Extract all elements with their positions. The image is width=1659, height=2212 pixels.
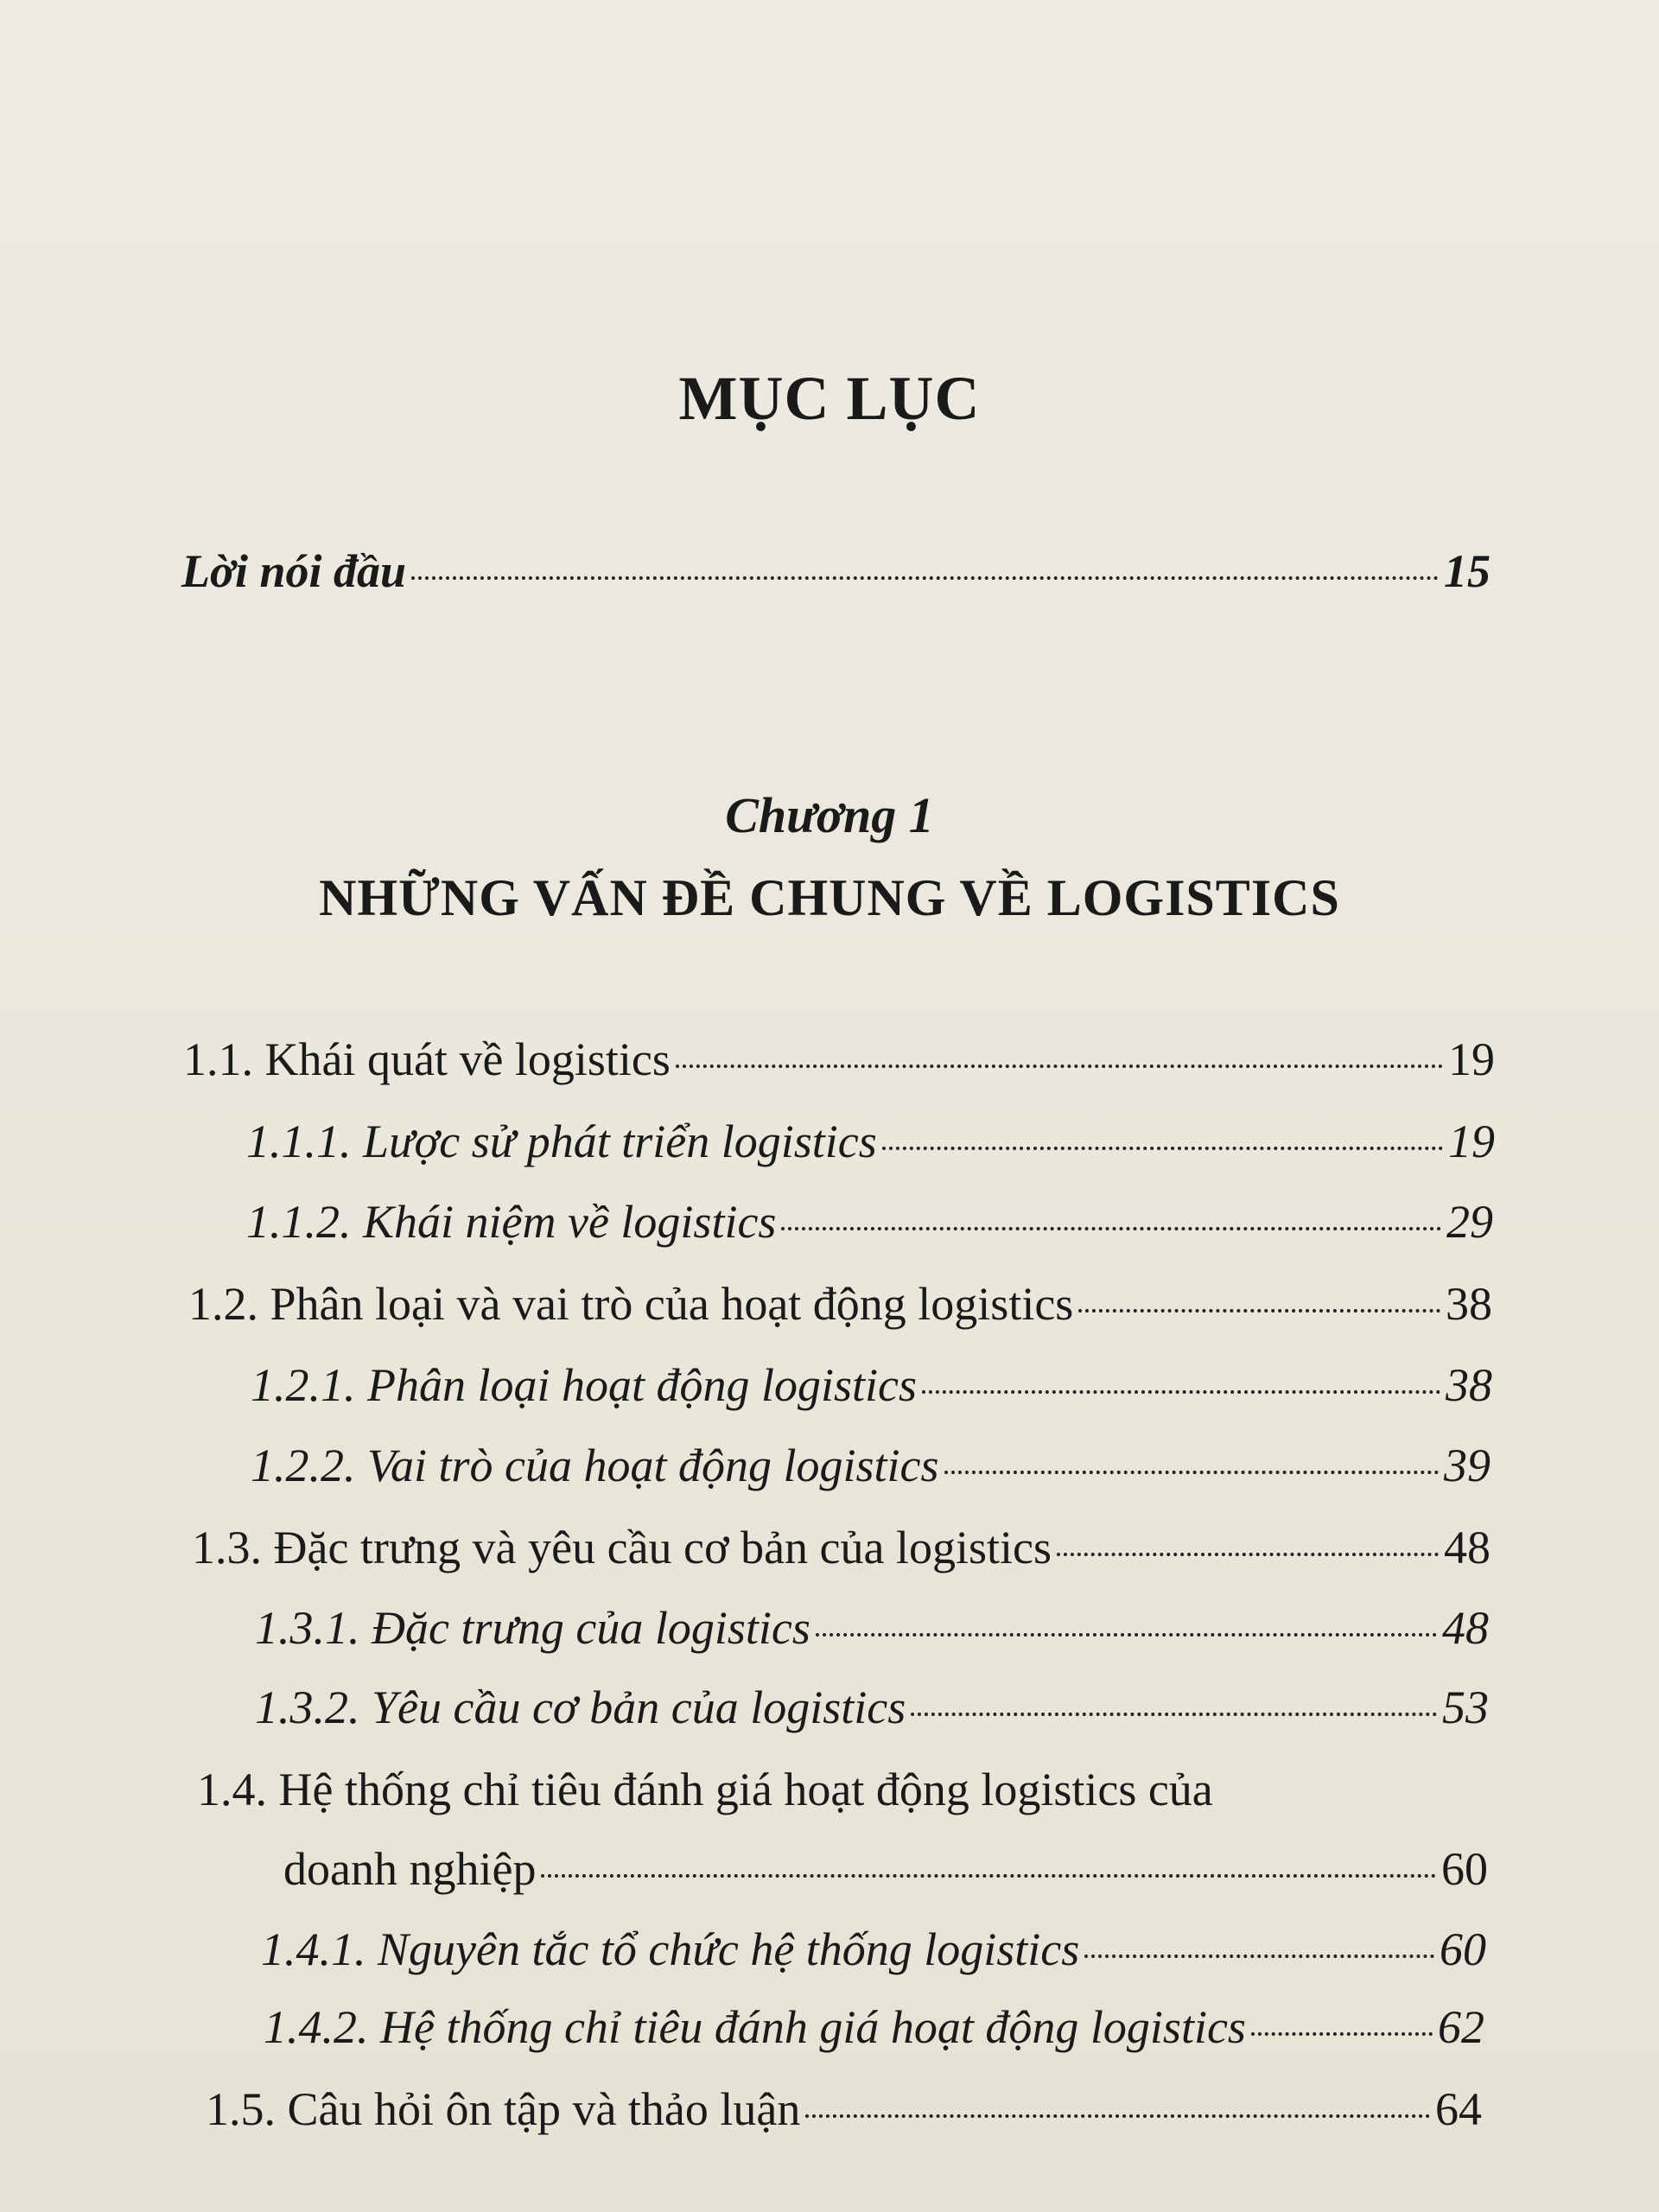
toc-row-page: 62 xyxy=(1438,2001,1484,2053)
dot-leader xyxy=(882,1147,1443,1150)
toc-row-page: 39 xyxy=(1444,1440,1491,1491)
toc-row-label: 1.3.2. Yêu cầu cơ bản của logistics xyxy=(255,1681,906,1733)
toc-row-page: 48 xyxy=(1442,1602,1489,1654)
dot-leader xyxy=(1057,1553,1439,1556)
toc-row-label: 1.4. Hệ thống chỉ tiêu đánh giá hoạt động logistics của xyxy=(197,1764,1213,1815)
toc-row-label-continued: doanh nghiệp xyxy=(283,1843,537,1895)
toc-row-preface xyxy=(181,544,1491,598)
toc-row-label: 1.1. Khái quát về logistics xyxy=(183,1033,671,1085)
chapter-label: Chương 1 xyxy=(725,787,934,843)
toc-row xyxy=(192,1521,1491,1574)
dot-leader xyxy=(1251,2032,1433,2036)
toc-row-page: 15 xyxy=(1444,545,1491,597)
toc-row xyxy=(188,1277,1492,1331)
dot-leader xyxy=(676,1065,1443,1068)
toc-row xyxy=(264,2000,1484,2054)
toc-row-label: 1.3. Đặc trưng và yêu cầu cơ bản của logistics xyxy=(192,1522,1052,1573)
toc-row-page: 53 xyxy=(1442,1681,1489,1733)
chapter-title: NHỮNG VẤN ĐỀ CHUNG VỀ LOGISTICS xyxy=(319,869,1340,926)
toc-row xyxy=(251,1439,1491,1492)
toc-row-page: 60 xyxy=(1440,1923,1486,1975)
toc-row-label: 1.2.2. Vai trò của hoạt động logistics xyxy=(251,1440,939,1491)
toc-title: MỤC LỤC xyxy=(678,364,981,433)
toc-row xyxy=(283,1842,1488,1896)
toc-row-page: 38 xyxy=(1446,1278,1492,1330)
toc-row-page: 64 xyxy=(1435,2083,1482,2135)
toc-row xyxy=(183,1033,1495,1086)
dot-leader xyxy=(781,1227,1441,1230)
dot-leader xyxy=(541,1874,1436,1878)
toc-row xyxy=(206,2082,1482,2136)
toc-row-page: 48 xyxy=(1444,1522,1491,1573)
dot-leader xyxy=(922,1390,1440,1394)
toc-row xyxy=(246,1195,1493,1249)
dot-leader xyxy=(805,2114,1430,2118)
dot-leader xyxy=(944,1471,1440,1474)
toc-row-label: 1.1.2. Khái niệm về logistics xyxy=(246,1196,777,1248)
dot-leader xyxy=(911,1713,1437,1716)
toc-row-label: 1.3.1. Đặc trưng của logistics xyxy=(255,1602,810,1654)
toc-row-label: Lời nói đầu xyxy=(181,545,407,597)
toc-row-label: 1.5. Câu hỏi ôn tập và thảo luận xyxy=(206,2083,801,2135)
toc-row-label: 1.4.1. Nguyên tắc tổ chức hệ thống logistics xyxy=(261,1923,1080,1975)
toc-row-page: 19 xyxy=(1448,1033,1495,1085)
toc-row-label: 1.1.1. Lược sử phát triển logistics xyxy=(246,1116,877,1167)
dot-leader xyxy=(411,576,1439,580)
toc-row-label: 1.2.1. Phân loại hoạt động logistics xyxy=(251,1359,918,1411)
toc-row-page: 29 xyxy=(1446,1196,1493,1248)
dot-leader xyxy=(1078,1309,1440,1313)
toc-row xyxy=(246,1115,1495,1168)
toc-row xyxy=(255,1601,1489,1655)
toc-row xyxy=(255,1681,1489,1734)
toc-row-page: 19 xyxy=(1448,1116,1495,1167)
toc-row-label: 1.2. Phân loại và vai trò của hoạt động logistics xyxy=(188,1278,1074,1330)
dot-leader xyxy=(1084,1955,1434,1958)
toc-row-page: 38 xyxy=(1446,1359,1492,1411)
toc-row-page: 60 xyxy=(1441,1843,1488,1895)
toc-row xyxy=(261,1923,1486,1976)
dot-leader xyxy=(816,1633,1437,1637)
toc-row xyxy=(251,1358,1492,1412)
toc-row-label: 1.4.2. Hệ thống chỉ tiêu đánh giá hoạt động logistics xyxy=(264,2001,1246,2053)
